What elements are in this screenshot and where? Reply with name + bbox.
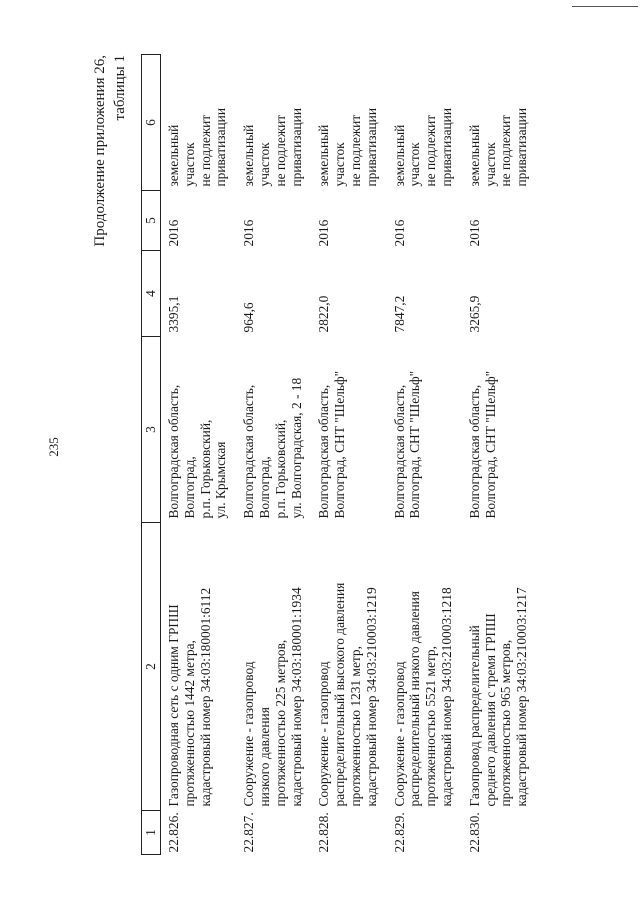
row-number: 22.829. bbox=[391, 812, 407, 853]
object-address-line: Волгоград, bbox=[256, 456, 272, 519]
object-status-line: приватизации bbox=[213, 107, 229, 187]
object-status-line: земельный bbox=[241, 124, 257, 187]
object-status-line: земельный bbox=[316, 124, 332, 187]
table-row bbox=[387, 55, 462, 855]
object-address bbox=[236, 337, 311, 523]
object-status-line: участок bbox=[256, 142, 272, 187]
object-name-line: кадастровый номер 34:03:180001:6112 bbox=[197, 587, 213, 807]
object-status-line: приватизации bbox=[288, 107, 304, 187]
object-name-line: низкого давления bbox=[256, 707, 272, 807]
table-row bbox=[462, 55, 537, 855]
object-status-line: земельный bbox=[466, 124, 482, 187]
col-header-number: 1 bbox=[142, 811, 161, 855]
object-name-line: среднего давления с тремя ГРПШ bbox=[482, 613, 498, 807]
object-status-line: не подлежит bbox=[498, 114, 514, 187]
object-address-line: р.п. Горьковский, bbox=[197, 419, 213, 519]
col-header-value: 4 bbox=[142, 251, 161, 337]
object-status-line: участок bbox=[482, 142, 498, 187]
row-number: 22.826. bbox=[166, 812, 181, 853]
object-name-line: протяженностью 1442 метра, bbox=[181, 640, 197, 807]
object-name bbox=[236, 523, 311, 811]
object-year: 2016 bbox=[466, 219, 482, 247]
continuation-note bbox=[90, 55, 130, 355]
object-name-line: Газопроводная сеть с одним ГРПШ bbox=[166, 604, 181, 807]
table-row bbox=[161, 55, 237, 855]
object-status-line: приватизации bbox=[438, 107, 454, 187]
object-name bbox=[387, 523, 462, 811]
object-value: 3395,1 bbox=[166, 295, 181, 333]
object-status-line: земельный bbox=[166, 124, 181, 187]
col-header-name: 2 bbox=[142, 523, 161, 811]
page-number: 235 bbox=[46, 437, 61, 457]
object-address-line: Волгоградская область, bbox=[316, 384, 332, 519]
object-status-line: не подлежит bbox=[347, 114, 363, 187]
object-status bbox=[161, 55, 237, 191]
object-address-line: Волгоградская область, bbox=[166, 384, 181, 519]
object-status-line: приватизации bbox=[514, 107, 530, 187]
object-year: 2016 bbox=[316, 219, 332, 247]
object-name-line: Сооружение - газопровод bbox=[391, 661, 407, 807]
continuation-line: таблицы 1 bbox=[112, 55, 128, 121]
object-address bbox=[462, 337, 537, 523]
object-value: 7847,2 bbox=[391, 295, 407, 333]
object-status bbox=[311, 55, 386, 191]
object-address bbox=[387, 337, 462, 523]
object-name-line: протяженностью 225 метров, bbox=[272, 639, 288, 807]
object-name-line: Газопровод распределительный bbox=[466, 625, 482, 807]
object-name bbox=[311, 523, 386, 811]
object-address-line: Волгоградская область, bbox=[466, 384, 482, 519]
row-number: 22.827. bbox=[241, 812, 257, 853]
object-status-line: не подлежит bbox=[197, 114, 213, 187]
object-address-line: ул. Волгоградская, 2 - 18 bbox=[288, 377, 304, 519]
object-status-line: не подлежит bbox=[423, 114, 439, 187]
object-name bbox=[462, 523, 537, 811]
property-table bbox=[141, 54, 537, 855]
object-address-line: Волгоградская область, bbox=[391, 384, 407, 519]
object-address bbox=[311, 337, 386, 523]
row-number: 22.830. bbox=[466, 812, 482, 853]
object-value: 3265,9 bbox=[466, 295, 482, 333]
object-name-line: кадастровый номер 34:03:180001:1934 bbox=[288, 587, 304, 807]
object-status bbox=[236, 55, 311, 191]
header-row bbox=[142, 55, 161, 855]
object-value: 964,6 bbox=[241, 302, 257, 333]
object-address-line: ул. Крымская bbox=[213, 441, 229, 519]
object-address-line: р.п. Горьковский, bbox=[272, 419, 288, 519]
object-address-line: Волгоград, СНТ "Шельф" bbox=[407, 370, 423, 519]
object-name-line: Сооружение - газопровод bbox=[241, 661, 257, 807]
object-status-line: приватизации bbox=[363, 107, 379, 187]
col-header-year: 5 bbox=[142, 191, 161, 251]
object-status-line: участок bbox=[332, 142, 348, 187]
table-row bbox=[236, 55, 311, 855]
object-status-line: участок bbox=[407, 142, 423, 187]
object-status bbox=[462, 55, 537, 191]
object-address bbox=[161, 337, 237, 523]
object-address-line: Волгоград, СНТ "Шельф" bbox=[482, 370, 498, 519]
scan-edge-mark bbox=[572, 6, 638, 7]
object-year: 2016 bbox=[391, 219, 407, 247]
object-status-line: не подлежит bbox=[272, 114, 288, 187]
col-header-address: 3 bbox=[142, 337, 161, 523]
object-name bbox=[161, 523, 237, 811]
object-year: 2016 bbox=[241, 219, 257, 247]
object-name-line: кадастровый номер 34:03:210003:1218 bbox=[438, 587, 454, 807]
object-status-line: земельный bbox=[391, 124, 407, 187]
document-page bbox=[90, 55, 570, 855]
object-name-line: кадастровый номер 34:03:210003:1219 bbox=[363, 587, 379, 807]
object-name-line: протяженностью 5521 метр, bbox=[423, 646, 439, 807]
object-address-line: Волгоград, СНТ "Шельф" bbox=[332, 370, 348, 519]
object-status bbox=[387, 55, 462, 191]
object-name-line: протяженностью 965 метров, bbox=[498, 639, 514, 807]
object-name-line: протяженностью 1231 метр, bbox=[347, 646, 363, 807]
object-name-line: распределительный высокого давления bbox=[332, 582, 348, 807]
col-header-status: 6 bbox=[142, 55, 161, 191]
object-value: 2822,0 bbox=[316, 295, 332, 333]
object-name-line: кадастровый номер 34:03:210003:1217 bbox=[514, 587, 530, 807]
row-number: 22.828. bbox=[316, 812, 332, 853]
object-status-line: участок bbox=[181, 142, 197, 187]
object-name-line: распределительный низкого давления bbox=[407, 591, 423, 807]
object-address-line: Волгоградская область, bbox=[241, 384, 257, 519]
table-row bbox=[311, 55, 386, 855]
object-address-line: Волгоград, bbox=[181, 456, 197, 519]
object-year: 2016 bbox=[166, 219, 181, 247]
continuation-line: Продолжение приложения 26, bbox=[92, 55, 108, 247]
object-name-line: Сооружение - газопровод bbox=[316, 661, 332, 807]
